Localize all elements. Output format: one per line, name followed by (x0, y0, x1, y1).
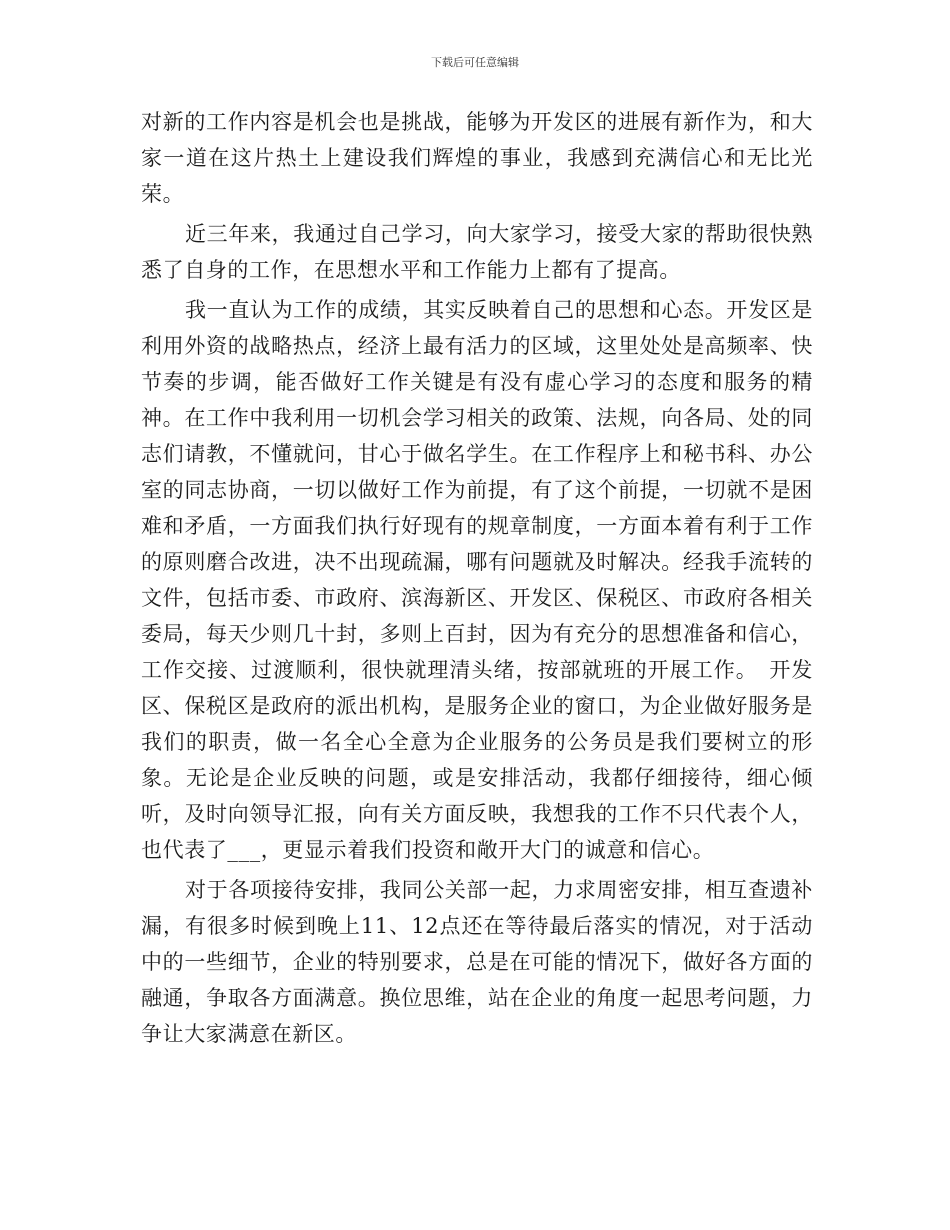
paragraph-2: 近三年来，我通过自己学习，向大家学习，接受大家的帮助很快熟悉了自身的工作，在思想水平和工作能力上都有了提高。 (141, 222, 813, 282)
paragraph-4: 对于各项接待安排，我同公关部一起，力求周密安排，相互查遗补漏，有很多时候到晚上11、12点还在等待最后落实的情况，对于活动中的一些细节，企业的特别要求，总是在可能的情况下，做好各方面的融通，争取各方面满意。换位思维，站在企业的角度一起思考问题，力争让大家满意在新区。 (141, 878, 813, 1046)
paragraph-1: 对新的工作内容是机会也是挑战，能够为开发区的进展有新作为，和大家一道在这片热土上建设我们辉煌的事业，我感到充满信心和无比光荣。 (141, 110, 813, 206)
document-body (141, 104, 813, 1056)
page-header: 下载后可任意编辑 (431, 56, 519, 69)
paragraph-3: 我一直认为工作的成绩，其实反映着自己的思想和心态。开发区是利用外资的战略热点，经济上最有活力的区域，这里处处是高频率、快节奏的步调，能否做好工作关键是有没有虚心学习的态度和服务的精神。在工作中我利用一切机会学习相关的政策、法规，向各局、处的同志们请教，不懂就问，甘心于做名学生。在工作程序上和秘书科、办公室的同志协商，一切以做好工作为前提，有了这个前提，一切就不是困难和矛盾，一方面我们执行好现有的规章制度，一方面本着有利于工作的原则磨合改进，决不出现疏漏，哪有问题就及时解决。经我手流转的文件，包括市委、市政府、滨海新区、开发区、保税区、市政府各相关委局，每天少则几十封，多则上百封，因为有充分的思想准备和信心，工作交接、过渡顺利，很快就理清头绪，按部就班的开展工作。 开发区、保税区是政府的派出机构，是服务企业的窗口，为企业做好服务是我们的职责，做一名全心全意为企业服务的公务员是我们要树立的形象。无论是企业反映的问题，或是安排活动，我都仔细接待，细心倾听，及时向领导汇报，向有关方面反映，我想我的工作不只代表个人，也代表了___，更显示着我们投资和敞开大门的诚意和信心。 (141, 298, 813, 862)
